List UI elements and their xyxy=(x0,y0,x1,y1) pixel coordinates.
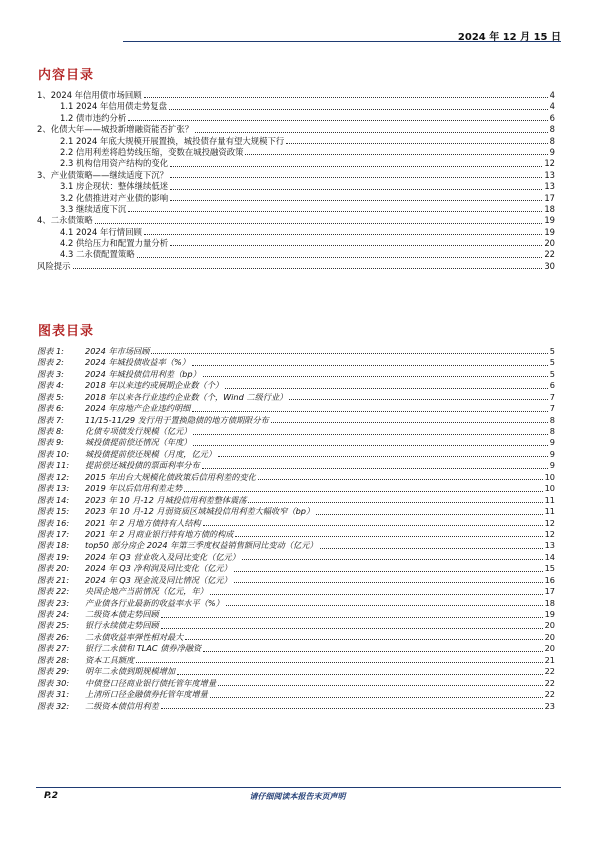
dot-leader xyxy=(316,514,542,515)
figure-entry-number: 图表 27: xyxy=(37,643,70,654)
dot-leader xyxy=(144,234,542,235)
figure-entry-page: 9 xyxy=(549,437,555,448)
figure-entry-number: 图表 10: xyxy=(37,448,70,459)
toc-entry-page: 13 xyxy=(544,181,555,192)
toc-entry-label: 3、产业债策略——继续适度下沉？ xyxy=(37,169,168,180)
figure-entry[interactable] xyxy=(37,632,555,643)
dot-leader xyxy=(234,582,543,583)
figure-entry[interactable] xyxy=(37,415,555,426)
figure-entry-page: 11 xyxy=(544,506,555,517)
figure-entry-page: 10 xyxy=(544,471,555,482)
toc-entry-page: 20 xyxy=(544,238,555,249)
dot-leader xyxy=(128,211,542,212)
toc-entry-label: 4、二永债策略 xyxy=(37,215,93,226)
toc-entry-label: 1.1 2024 年信用债走势复盘 xyxy=(60,101,167,112)
figure-entry-label: 2021 年 2 月商业银行持有地方债的构成 xyxy=(85,528,234,539)
toc-entry[interactable] xyxy=(37,249,555,260)
figure-entry[interactable] xyxy=(37,460,555,471)
figure-entry-number: 图表 12: xyxy=(37,471,70,482)
figure-entry-number: 图表 28: xyxy=(37,654,70,665)
figure-entry-label: 上清所口径金融债券托管年度增量 xyxy=(85,689,208,700)
figure-entry-label: 11/15-11/29 发行用于置换隐债的地方债期限分布 xyxy=(85,414,269,425)
figure-entry-label: 中债登口径商业银行债托管年度增量 xyxy=(85,677,217,688)
figure-entry-page: 21 xyxy=(544,654,555,665)
figure-entry-number: 图表 23: xyxy=(37,597,70,608)
figure-entry-label: 明年二永债到期规模增加 xyxy=(85,666,176,677)
figure-entry-label: 2015 年出台大规模化债政策后信用利差的变化 xyxy=(85,471,256,482)
figure-entry-label: 2024 年城投债信用利差（bp） xyxy=(85,368,201,379)
figure-entry[interactable] xyxy=(37,655,555,666)
toc-entry-label: 风险提示 xyxy=(37,260,71,271)
toc-entry[interactable] xyxy=(37,136,555,147)
toc-entry-label: 1、2024 年信用债市场回顾 xyxy=(37,89,142,100)
dot-leader xyxy=(248,502,542,503)
dot-leader xyxy=(128,120,547,121)
page-number: P.2 xyxy=(44,791,58,801)
toc-entry[interactable] xyxy=(37,238,555,249)
dot-leader xyxy=(210,697,543,698)
figure-entry-label: 2024 年城投债收益率（%） xyxy=(85,357,190,368)
dot-leader xyxy=(202,468,548,469)
toc-entry-page: 30 xyxy=(544,260,555,271)
figure-entry-number: 图表 4: xyxy=(37,380,64,391)
figure-entry-number: 图表 9: xyxy=(37,437,64,448)
dot-leader xyxy=(170,200,542,201)
dot-leader xyxy=(203,525,543,526)
dot-leader xyxy=(203,651,542,652)
figure-entry-label: 2023 年 10 月-12 月弱资质区域城投信用利差大幅收窄（bp） xyxy=(85,506,315,517)
figure-entry-label: 二级资本债信用利差 xyxy=(85,700,159,711)
dot-leader xyxy=(170,166,542,167)
toc-entry[interactable] xyxy=(37,147,555,158)
figure-entry-number: 图表 17: xyxy=(37,528,70,539)
toc-entry[interactable] xyxy=(37,124,555,135)
figure-entry[interactable] xyxy=(37,403,555,414)
figure-entry[interactable] xyxy=(37,598,555,609)
toc-entry[interactable] xyxy=(37,170,555,181)
toc-entry[interactable] xyxy=(37,227,555,238)
figure-entry-number: 图表 8: xyxy=(37,426,64,437)
figure-entry[interactable] xyxy=(37,346,555,357)
figure-entry-number: 图表 22: xyxy=(37,586,70,597)
header-divider xyxy=(123,41,561,42)
dot-leader xyxy=(192,365,548,366)
footer-divider xyxy=(36,787,561,788)
figure-entry[interactable] xyxy=(37,689,555,700)
figure-entry-page: 7 xyxy=(549,391,555,402)
toc-entry-label: 2.2 信用利差将趋势线压缩，变数在城投融资政策 xyxy=(60,146,244,157)
figure-entry[interactable] xyxy=(37,380,555,391)
dot-leader xyxy=(289,399,547,400)
dot-leader xyxy=(95,223,543,224)
dot-leader xyxy=(203,376,548,377)
report-date: 2024 年 12 月 15 日 xyxy=(457,32,561,43)
dot-leader xyxy=(218,685,543,686)
figure-entry-page: 19 xyxy=(544,609,555,620)
toc-entry-page: 13 xyxy=(544,169,555,180)
dot-leader xyxy=(245,154,547,155)
toc-entry-page: 9 xyxy=(549,146,555,157)
figure-entry-number: 图表 32: xyxy=(37,700,70,711)
toc-entry-label: 4.3 二永债配置策略 xyxy=(60,249,135,260)
dot-leader xyxy=(170,245,542,246)
figure-entry-label: 化债专项债发行规模（亿元） xyxy=(85,426,192,437)
figure-entry-number: 图表 16: xyxy=(37,517,70,528)
figure-entry-number: 图表 24: xyxy=(37,609,70,620)
dot-leader xyxy=(226,605,543,606)
toc-entry-page: 8 xyxy=(549,124,555,135)
toc-entry[interactable] xyxy=(37,261,555,272)
figure-entry[interactable] xyxy=(37,701,555,712)
toc-entry-page: 8 xyxy=(549,135,555,146)
figure-entry-page: 12 xyxy=(544,528,555,539)
dot-leader xyxy=(161,617,543,618)
figure-entry-page: 15 xyxy=(544,563,555,574)
toc-entry[interactable] xyxy=(37,158,555,169)
figure-entry-page: 22 xyxy=(544,677,555,688)
figure-entry-label: 银行永续债走势回顾 xyxy=(85,620,159,631)
figure-entry-label: 城投债提前偿还规模（月度，亿元） xyxy=(85,448,217,459)
figure-entry[interactable] xyxy=(37,609,555,620)
figures-list xyxy=(37,346,555,712)
figure-entry[interactable] xyxy=(37,575,555,586)
dot-leader xyxy=(73,268,543,269)
figure-entry[interactable] xyxy=(37,449,555,460)
dot-leader xyxy=(320,548,543,549)
dot-leader xyxy=(271,422,548,423)
figure-entry-label: 2024 年市场回顾 xyxy=(85,345,150,356)
figure-entry-number: 图表 13: xyxy=(37,483,70,494)
dot-leader xyxy=(144,97,548,98)
dot-leader xyxy=(170,189,542,190)
figure-entry-page: 13 xyxy=(544,540,555,551)
figure-entry-page: 9 xyxy=(549,448,555,459)
figure-entry-page: 11 xyxy=(544,494,555,505)
dot-leader xyxy=(286,143,547,144)
toc-entry-page: 4 xyxy=(549,89,555,100)
figure-entry[interactable] xyxy=(37,540,555,551)
toc-entry-label: 3.1 房企现状：整体继续低迷 xyxy=(60,181,169,192)
figure-entry-label: 2024 年 Q3 营业收入及同比变化（亿元） xyxy=(85,551,240,562)
figure-entry-page: 20 xyxy=(544,631,555,642)
dot-leader xyxy=(151,353,547,354)
figure-entry-label: 央国企地产当前情况（亿元，年） xyxy=(85,586,208,597)
figure-entry-page: 9 xyxy=(549,460,555,471)
figure-entry-number: 图表 14: xyxy=(37,494,70,505)
figure-entry-label: 城投债提前偿还情况（年度） xyxy=(85,437,192,448)
dot-leader xyxy=(193,434,547,435)
figure-entry-page: 6 xyxy=(549,380,555,391)
figure-entry-number: 图表 3: xyxy=(37,368,64,379)
figure-entry-page: 16 xyxy=(544,574,555,585)
figure-entry[interactable] xyxy=(37,643,555,654)
figure-entry[interactable] xyxy=(37,678,555,689)
toc-entry-label: 2.1 2024 年底大规模开展置换，城投债存量有望大规模下行 xyxy=(60,135,285,146)
dot-leader xyxy=(185,639,542,640)
figure-entry-number: 图表 25: xyxy=(37,620,70,631)
figure-entry[interactable] xyxy=(37,529,555,540)
toc-entry[interactable] xyxy=(37,181,555,192)
figure-entry-page: 5 xyxy=(549,368,555,379)
figure-entry-number: 图表 19: xyxy=(37,551,70,562)
toc-entry-page: 22 xyxy=(544,249,555,260)
figure-entry-number: 图表 11: xyxy=(37,460,70,471)
figure-entry-page: 5 xyxy=(549,345,555,356)
figure-entry-label: 2021 年 2 月地方债持有人结构 xyxy=(85,517,201,528)
figure-entry-label: 产业债各行业最新的收益率水平（%） xyxy=(85,597,224,608)
toc-entry-page: 6 xyxy=(549,112,555,123)
toc-entry-page: 19 xyxy=(544,226,555,237)
figure-entry-page: 23 xyxy=(544,700,555,711)
figure-entry[interactable] xyxy=(37,369,555,380)
figure-entry[interactable] xyxy=(37,392,555,403)
figure-entry-label: 银行二永债和 TLAC 债券净融资 xyxy=(85,643,202,654)
figure-entry-label: 2019 年以后信用利差走势 xyxy=(85,483,183,494)
toc-entry[interactable] xyxy=(37,113,555,124)
toc-entry[interactable] xyxy=(37,215,555,226)
figure-entry[interactable] xyxy=(37,495,555,506)
figure-entry-label: 2024 年 Q3 现金流及同比情况（亿元） xyxy=(85,574,232,585)
dot-leader xyxy=(218,456,548,457)
figure-entry-page: 18 xyxy=(544,597,555,608)
figure-entry-number: 图表 29: xyxy=(37,666,70,677)
toc-entry[interactable] xyxy=(37,101,555,112)
figure-entry-label: 二级资本债走势回顾 xyxy=(85,609,159,620)
toc-entry-label: 2.3 机构信用资产结构的变化 xyxy=(60,158,169,169)
figure-entry[interactable] xyxy=(37,586,555,597)
toc-entry-label: 4.1 2024 年行情回顾 xyxy=(60,226,142,237)
figure-entry-page: 5 xyxy=(549,357,555,368)
disclaimer-note: 请仔细阅读本报告末页声明 xyxy=(249,792,346,801)
dot-leader xyxy=(169,109,548,110)
toc-entry[interactable] xyxy=(37,193,555,204)
figures-title: 图表目录 xyxy=(38,324,95,339)
figure-entry-label: 2023 年 10 月-12 月城投信用利差整体震荡 xyxy=(85,494,247,505)
figure-entry-label: 2018 年以来各行业违约企业数（个，Wind 二级行业） xyxy=(85,391,288,402)
figure-entry-page: 20 xyxy=(544,620,555,631)
figure-entry-page: 7 xyxy=(549,403,555,414)
figure-entry[interactable] xyxy=(37,472,555,483)
toc-entry-label: 1.2 债市违约分析 xyxy=(60,112,127,123)
figure-entry[interactable] xyxy=(37,506,555,517)
figure-entry-number: 图表 1: xyxy=(37,345,64,356)
figure-entry[interactable] xyxy=(37,438,555,449)
figure-entry-page: 8 xyxy=(549,426,555,437)
dot-leader xyxy=(195,132,548,133)
toc-entry-page: 17 xyxy=(544,192,555,203)
dot-leader xyxy=(161,708,543,709)
figure-entry[interactable] xyxy=(37,563,555,574)
toc-entry-page: 12 xyxy=(544,158,555,169)
dot-leader xyxy=(258,479,543,480)
contents-list xyxy=(37,90,555,272)
dot-leader xyxy=(136,662,542,663)
figure-entry-number: 图表 5: xyxy=(37,391,64,402)
figure-entry[interactable] xyxy=(37,357,555,368)
figure-entry-page: 20 xyxy=(544,643,555,654)
figure-entry-label: 2024 年房地产企业违约明细 xyxy=(85,403,191,414)
contents-title: 内容目录 xyxy=(38,68,95,83)
figure-entry-page: 17 xyxy=(544,586,555,597)
figure-entry-label: 资本工具额度 xyxy=(85,654,135,665)
figure-entry-number: 图表 20: xyxy=(37,563,70,574)
figure-entry-label: 2018 年以来违约或展期企业数（个） xyxy=(85,380,224,391)
dot-leader xyxy=(177,674,543,675)
dot-leader xyxy=(184,491,542,492)
dot-leader xyxy=(242,559,543,560)
dot-leader xyxy=(210,594,543,595)
toc-entry-label: 3.3 继续适度下沉 xyxy=(60,203,127,214)
toc-entry[interactable] xyxy=(37,204,555,215)
dot-leader xyxy=(235,536,542,537)
figure-entry-number: 图表 31: xyxy=(37,689,70,700)
figure-entry-label: 2024 年 Q3 净利润及同比变化（亿元） xyxy=(85,563,232,574)
figure-entry-page: 14 xyxy=(544,551,555,562)
figure-entry[interactable] xyxy=(37,426,555,437)
dot-leader xyxy=(193,445,547,446)
figure-entry-number: 图表 26: xyxy=(37,631,70,642)
figure-entry-number: 图表 2: xyxy=(37,357,64,368)
toc-entry-label: 3.2 化债推进对产业债的影响 xyxy=(60,192,169,203)
toc-entry[interactable] xyxy=(37,90,555,101)
figure-entry[interactable] xyxy=(37,666,555,677)
dot-leader xyxy=(137,257,543,258)
figure-entry-number: 图表 7: xyxy=(37,414,64,425)
figure-entry-number: 图表 6: xyxy=(37,403,64,414)
figure-entry-page: 8 xyxy=(549,414,555,425)
figure-entry[interactable] xyxy=(37,621,555,632)
dot-leader xyxy=(225,388,548,389)
figure-entry[interactable] xyxy=(37,483,555,494)
figure-entry-number: 图表 21: xyxy=(37,574,70,585)
toc-entry-label: 2、化债大年——城投新增融资能否扩张？ xyxy=(37,124,194,135)
dot-leader xyxy=(161,628,543,629)
dot-leader xyxy=(170,177,542,178)
figure-entry[interactable] xyxy=(37,518,555,529)
toc-entry-label: 4.2 供给压力和配置力量分析 xyxy=(60,238,169,249)
figure-entry-number: 图表 15: xyxy=(37,506,70,517)
toc-entry-page: 19 xyxy=(544,215,555,226)
toc-entry-page: 18 xyxy=(544,203,555,214)
toc-entry-page: 4 xyxy=(549,101,555,112)
figure-entry-label: 二永债收益率弹性相对最大 xyxy=(85,631,184,642)
figure-entry-page: 10 xyxy=(544,483,555,494)
dot-leader xyxy=(234,571,543,572)
figure-entry-label: 提前偿还城投债的票面利率分布 xyxy=(85,460,200,471)
dot-leader xyxy=(192,411,547,412)
figure-entry-number: 图表 30: xyxy=(37,677,70,688)
figure-entry-page: 22 xyxy=(544,666,555,677)
figure-entry[interactable] xyxy=(37,552,555,563)
figure-entry-page: 12 xyxy=(544,517,555,528)
figure-entry-number: 图表 18: xyxy=(37,540,70,551)
figure-entry-label: top50 部分房企 2024 年第三季度权益销售额同比变动（亿元） xyxy=(85,540,318,551)
figure-entry-page: 22 xyxy=(544,689,555,700)
